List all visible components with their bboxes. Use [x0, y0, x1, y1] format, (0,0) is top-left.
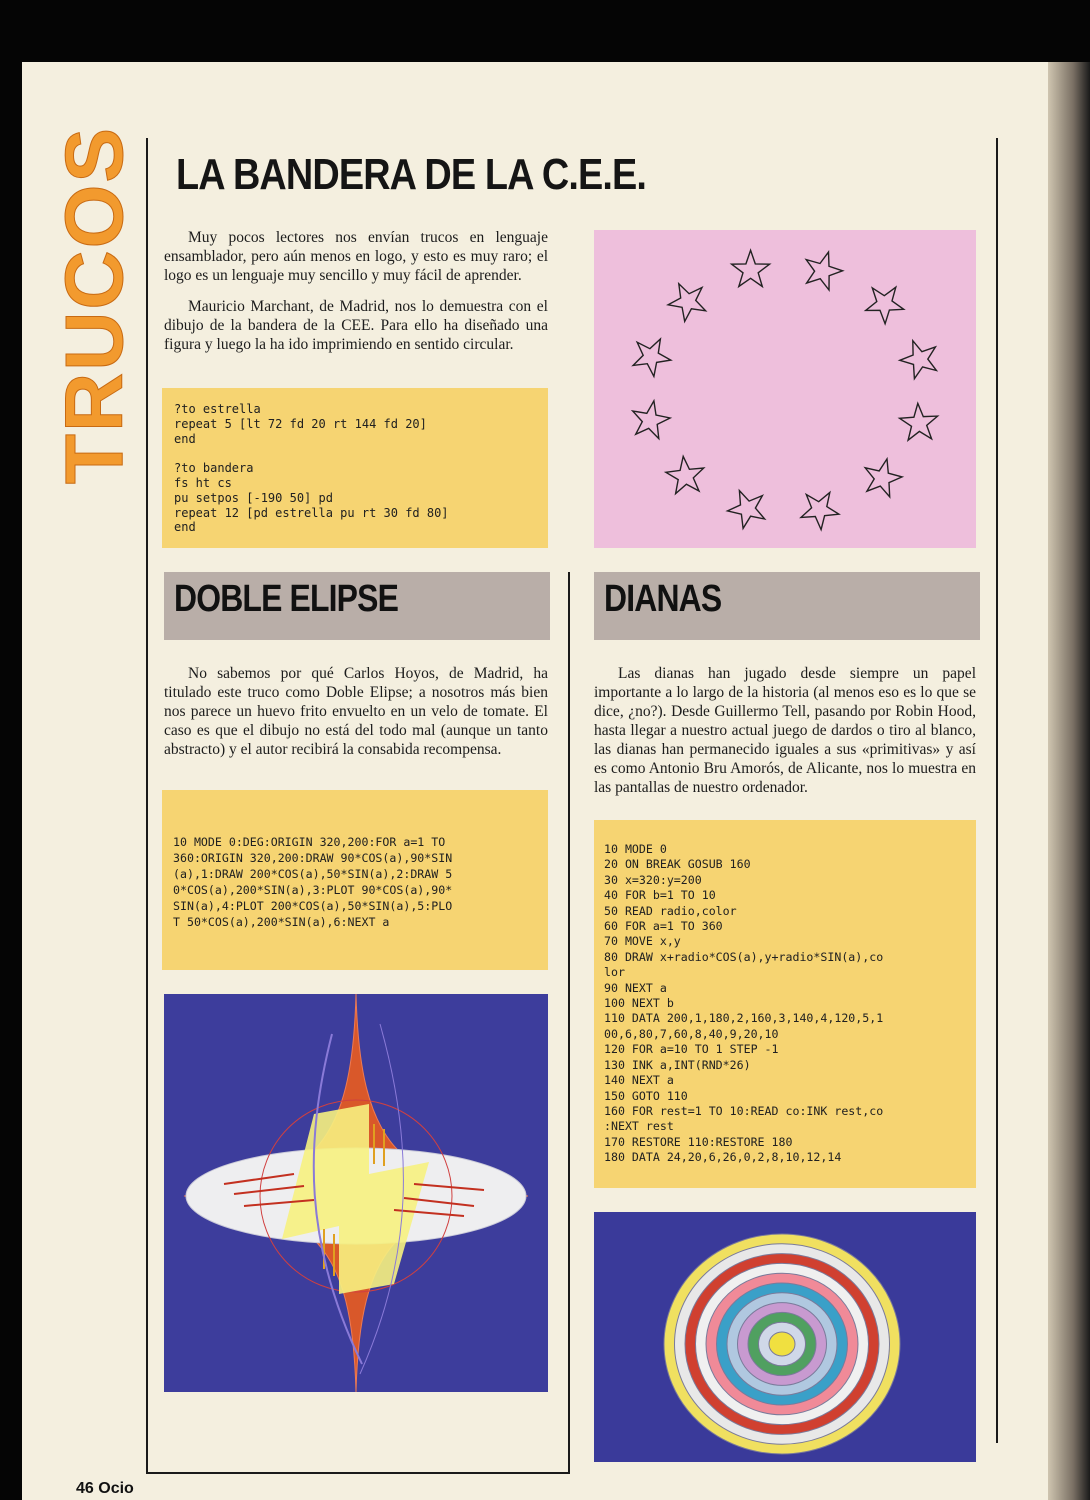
- article2-title: DOBLE ELIPSE: [174, 578, 399, 620]
- article3-code-block: 10 MODE 0 20 ON BREAK GOSUB 160 30 x=320:y=200 40 FOR b=1 TO 10 50 READ radio,color 60 FOR a=1 TO 360 70 MOVE x,y 80 DRAW x+radio*COS(a),y+radio*SIN(a),co lor 90 NEXT a 100 NEXT b 110 DATA 200,1,180,2,160,3,140,4,120,5,1 00,6,80,7,60,8,40,9,20,10 120 FOR a=10 TO 1 STEP -1 130 INK a,INT(RND*26) 140 NEXT a 150 GOTO 110 160 FOR rest=1 TO 10:READ co:INK rest,co :NEXT rest 170 RESTORE 110:RESTORE 180 180 DATA 24,20,6,26,0,2,8,10,12,14: [594, 820, 976, 1188]
- flag-star-2: [806, 252, 842, 290]
- article3-title: DIANAS: [604, 578, 722, 620]
- page-gutter-shadow: [1048, 62, 1090, 1500]
- flag-star-11: [633, 339, 671, 376]
- flag-star-4: [900, 341, 937, 379]
- article1-title: LA BANDERA DE LA C.E.E.: [176, 150, 647, 199]
- section-label-vertical: [40, 120, 150, 490]
- flag-star-12: [668, 284, 706, 322]
- flag-star-1: [732, 250, 770, 286]
- bottom-left-rule: [146, 1472, 570, 1474]
- flag-star-8: [728, 491, 765, 529]
- article3-heading-bar: [594, 572, 980, 640]
- target-bullseye: [778, 1340, 786, 1348]
- article2-paragraph: No sabemos por qué Carlos Hoyos, de Madrid, ha titulado este truco como Doble Elipse; a nosotros más bien nos parece un huevo frito envuelto en un velo de tomate. El caso es que el dibujo no está del todo mal (aunque un tanto abstracto) y el autor recibirá la consabida recompensa.: [164, 665, 548, 758]
- flag-star-5: [900, 403, 938, 440]
- left-column-rule: [146, 138, 148, 1473]
- page-folio: 46 Ocio: [76, 1480, 134, 1497]
- flag-star-10: [633, 401, 670, 439]
- eec-flag-image: [594, 230, 976, 548]
- eec-flag-stars: [594, 230, 976, 548]
- article3-paragraph: Las dianas han jugado desde siempre un papel importante a lo largo de la historia (al menos eso es lo que se dice, ¿no?). Desde Guillermo Tell, pasando por Robin Hood, hasta llegar a nuestro actual juego de dardos o tiro al blanco, las dianas han permanecido iguales a sus «primitivas» y así es como Antonio Bru Amorós, de Alicante, nos lo muestra en las pantallas de nuestro ordenador.: [594, 665, 976, 796]
- right-column-rule: [996, 138, 998, 1443]
- dartboard-image: [594, 1212, 976, 1462]
- article2-heading-bar: [164, 572, 550, 640]
- dartboard-rings: [594, 1212, 976, 1462]
- flag-star-6: [865, 459, 902, 497]
- double-ellipse-drawing: [164, 994, 548, 1392]
- flag-star-7: [801, 493, 839, 530]
- article1-code-block: ?to estrella repeat 5 [lt 72 fd 20 rt 144 fd 20] end ?to bandera fs ht cs pu setpos [-190 50] pd repeat 12 [pd estrella pu rt 30 fd 80] end: [162, 388, 548, 548]
- flag-star-9: [666, 456, 704, 493]
- flag-star-3: [866, 287, 904, 324]
- article1-paragraph-1: Muy pocos lectores nos envían trucos en lenguaje ensamblador, pero aún menos en logo, y esto es muy raro; el logo es un lenguaje muy sencillo y muy fácil de aprender.: [164, 229, 548, 284]
- article1-paragraph-2: Mauricio Marchant, de Madrid, nos lo demuestra con el dibujo de la bandera de la CEE. Para ello ha diseñado una figura y luego la ha ido imprimiendo en sentido circular.: [164, 298, 548, 353]
- section-label-text: TRUCOS: [49, 125, 140, 485]
- article2-code-block: 10 MODE 0:DEG:ORIGIN 320,200:FOR a=1 TO 360:ORIGIN 320,200:DRAW 90*COS(a),90*SIN (a),1:DRAW 200*COS(a),50*SIN(a),2:DRAW 5 0*COS(a),200*SIN(a),3:PLOT 90*COS(a),90* SIN(a),4:PLOT 200*COS(a),50*SIN(a),5:PLO T 50*COS(a),200*SIN(a),6:NEXT a: [162, 790, 548, 970]
- double-ellipse-image: [164, 994, 548, 1392]
- center-column-rule: [568, 572, 570, 1474]
